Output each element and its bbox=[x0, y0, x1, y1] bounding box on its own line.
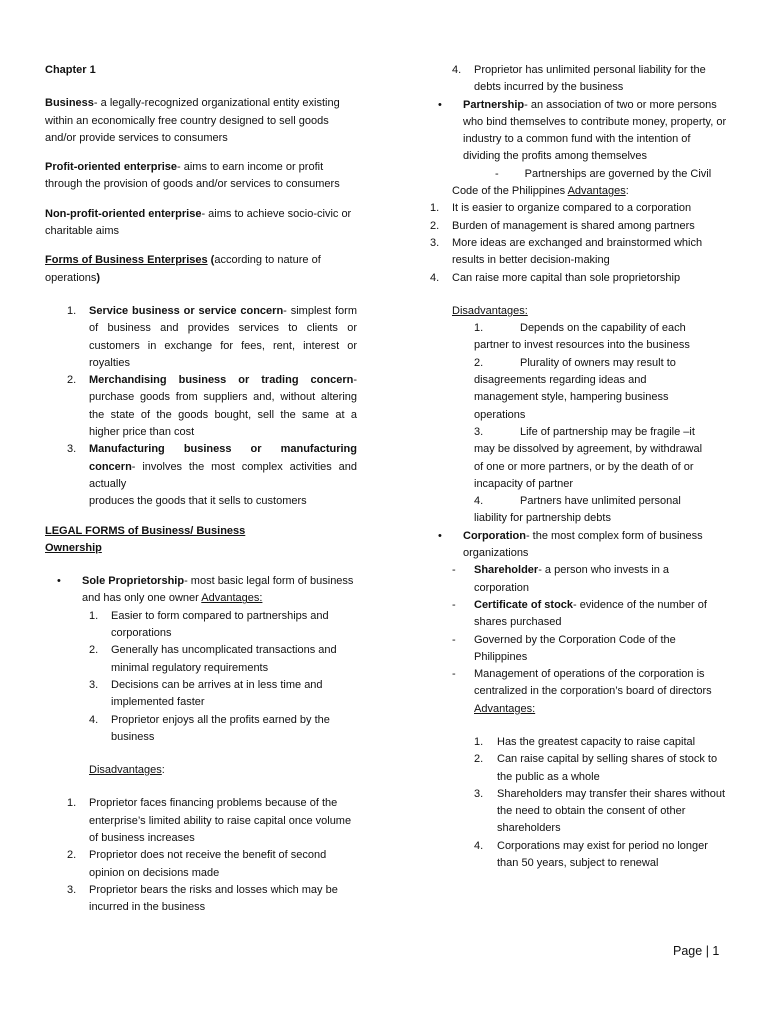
corporation-items bbox=[430, 562, 717, 718]
legal-forms-heading: LEGAL FORMS of Business/ Business Ownership bbox=[45, 524, 246, 554]
partnership-disadvantages-list bbox=[430, 320, 704, 528]
list-item: 1. Proprietor faces financing problems because of the enterprise’s limited ability to raise capital once volume of business increases bbox=[67, 797, 352, 844]
partnership-civil-code: - Partnerships are governed by the Civil bbox=[495, 167, 712, 180]
right-column bbox=[430, 62, 730, 872]
list-item: 2. Can raise capital by selling shares of stock to the public as a whole bbox=[474, 753, 718, 783]
list-item: 1. Depends on the capability of each partner to invest resources into the business bbox=[474, 322, 690, 352]
list-item: 4. Partners have unlimited personal liability for partnership debts bbox=[474, 495, 681, 525]
definition-non-profit: Non-profit-oriented enterprise- aims to achieve socio-civic or charitable aims bbox=[45, 207, 352, 238]
list-item: - Shareholder- a person who invests in a corporation bbox=[452, 564, 670, 594]
list-item: 1. It is easier to organize compared to a corporation bbox=[430, 202, 692, 215]
page-number-footer: Page | 1 bbox=[673, 944, 720, 958]
list-item: 4. Proprietor has unlimited personal liability for the debts incurred by the business bbox=[452, 64, 706, 94]
list-item: 2. Generally has uncomplicated transactions and minimal regulatory requirements bbox=[89, 644, 337, 674]
list-item: 3. Shareholders may transfer their shares without the need to obtain the consent of other shareholders bbox=[474, 787, 726, 835]
list-item: 1. Service business or service concern- simplest form of business and provides services to clients or customers in exchange for fees, rent, interest or royalties bbox=[67, 304, 357, 369]
list-item: 4. Proprietor enjoys all the profits earned by the business bbox=[89, 713, 330, 743]
list-item: 3. Proprietor bears the risks and losses which may be incurred in the business bbox=[67, 883, 338, 914]
sole-disadvantages-label: Disadvantages: bbox=[89, 764, 165, 777]
definition-profit-oriented: Profit-oriented enterprise- aims to earn income or profit through the provision of goods and/or services to consumers bbox=[45, 161, 340, 191]
list-item: 3. Decisions can be arrives at in less time and implemented faster bbox=[89, 678, 323, 709]
sole-advantages-list bbox=[57, 608, 357, 780]
partnership-advantages-list bbox=[430, 200, 730, 286]
list-item: 4. Corporations may exist for period no longer than 50 years, subject to renewal bbox=[474, 839, 708, 870]
list-item: 1. Has the greatest capacity to raise capital bbox=[474, 735, 696, 748]
list-item: - Certificate of stock- evidence of the number of shares purchased bbox=[452, 598, 707, 629]
forms-heading: Forms of Business Enterprises (according to nature of operations) bbox=[45, 254, 321, 284]
sole-disadvantages-list bbox=[45, 795, 357, 916]
definition-business: Business- a legally-recognized organizational entity existing within an economically free country designed to sell goods and/or provide services to consumers bbox=[45, 97, 340, 144]
list-item: 3. Manufacturing business or manufacturing concern- involves the most complex activities and actually bbox=[67, 443, 357, 490]
list-item: 2. Burden of management is shared among partners bbox=[430, 219, 695, 232]
sole-proprietorship-section: • Sole Proprietorship- most basic legal form of business and has only one owner Advantages: 1. Easier to form compared to partnerships and corporations 2. Generally has uncomplicated transactions and minimal regulatory requirements 3. Decisions can be arrives at in less time and implemented faster 4. Proprietor enjoys all the profits earned by the business Disadvantages: bbox=[45, 573, 357, 779]
list-item: 1. Easier to form compared to partnerships and corporations bbox=[89, 609, 329, 640]
left-column bbox=[45, 62, 357, 916]
list-item: 2. Merchandising business or trading concern- purchase goods from suppliers and, without altering the state of the goods bought, sell the same at a higher price than cost bbox=[67, 374, 357, 439]
list-item: - Governed by the Corporation Code of the Philippines bbox=[452, 633, 676, 663]
forms-tail: produces the goods that it sells to customers bbox=[89, 495, 307, 508]
list-item: 3. More ideas are exchanged and brainstormed which results in better decision-making bbox=[430, 236, 703, 267]
chapter-title: Chapter 1 bbox=[45, 64, 96, 76]
corporation-advantages-list bbox=[430, 734, 730, 872]
corporation-section: • Corporation- the most complex form of business organizations - Shareholder- a person who invests in a corporation - Certificate of stock- evidence of the number of shares purchased - Governed by the Corporation Code of the Philippines - Management of operations of the corporation is centralized in the corporation’s board of directors Advantages: 1. Has the greatest capacity to raise capital 2. Can raise capital by selling shares of stock to the public as a whole 3. Shareholders may transfer their shares without the need to obtain the consent of other shareholders 4. Corporations may exist for period no longer than 50 years, subject to renewal bbox=[430, 528, 730, 873]
list-item: 2. Proprietor does not receive the benefit of second opinion on decisions made bbox=[67, 849, 327, 879]
forms-list bbox=[45, 303, 357, 511]
partnership-section: • Partnership- an association of two or more persons who bind themselves to contribute money, property, or industry to a common fund with the intention of dividing the profits among themselves - Partnerships are governed by the Civil Code of the Philippines Advantages: 1. It is easier to organize compared to a corporation 2. Burden of management is shared among partners 3. More ideas are exchanged and brainstormed which results in better decision-making 4. Can raise more capital than sole proprietorship Disadvantages: 1. Depends on the capability of each partner to invest resources into the business 2. Plurality of owners may result to disagreements regarding ideas and management style, hampering business operations 3. Life of partnership may be fragile –it may be dissolved by agreement, by withdrawal of one or more partners, or by the death of or incapacity of partner 4. Partners have unlimited personal liability for partnership debts bbox=[430, 97, 730, 528]
partnership-disadvantages-label: Disadvantages: bbox=[452, 304, 528, 317]
list-item: 4. Can raise more capital than sole proprietorship bbox=[430, 271, 681, 284]
list-item: 3. Life of partnership may be fragile –it may be dissolved by agreement, by withdrawal of one or more partners, or by the death of or incapacity of partner bbox=[474, 425, 703, 490]
list-item: - Management of operations of the corporation is centralized in the corporation’s board of directors Advantages: bbox=[452, 668, 712, 715]
list-item: 2. Plurality of owners may result to disagreements regarding ideas and management style, hampering business operations bbox=[474, 356, 676, 421]
